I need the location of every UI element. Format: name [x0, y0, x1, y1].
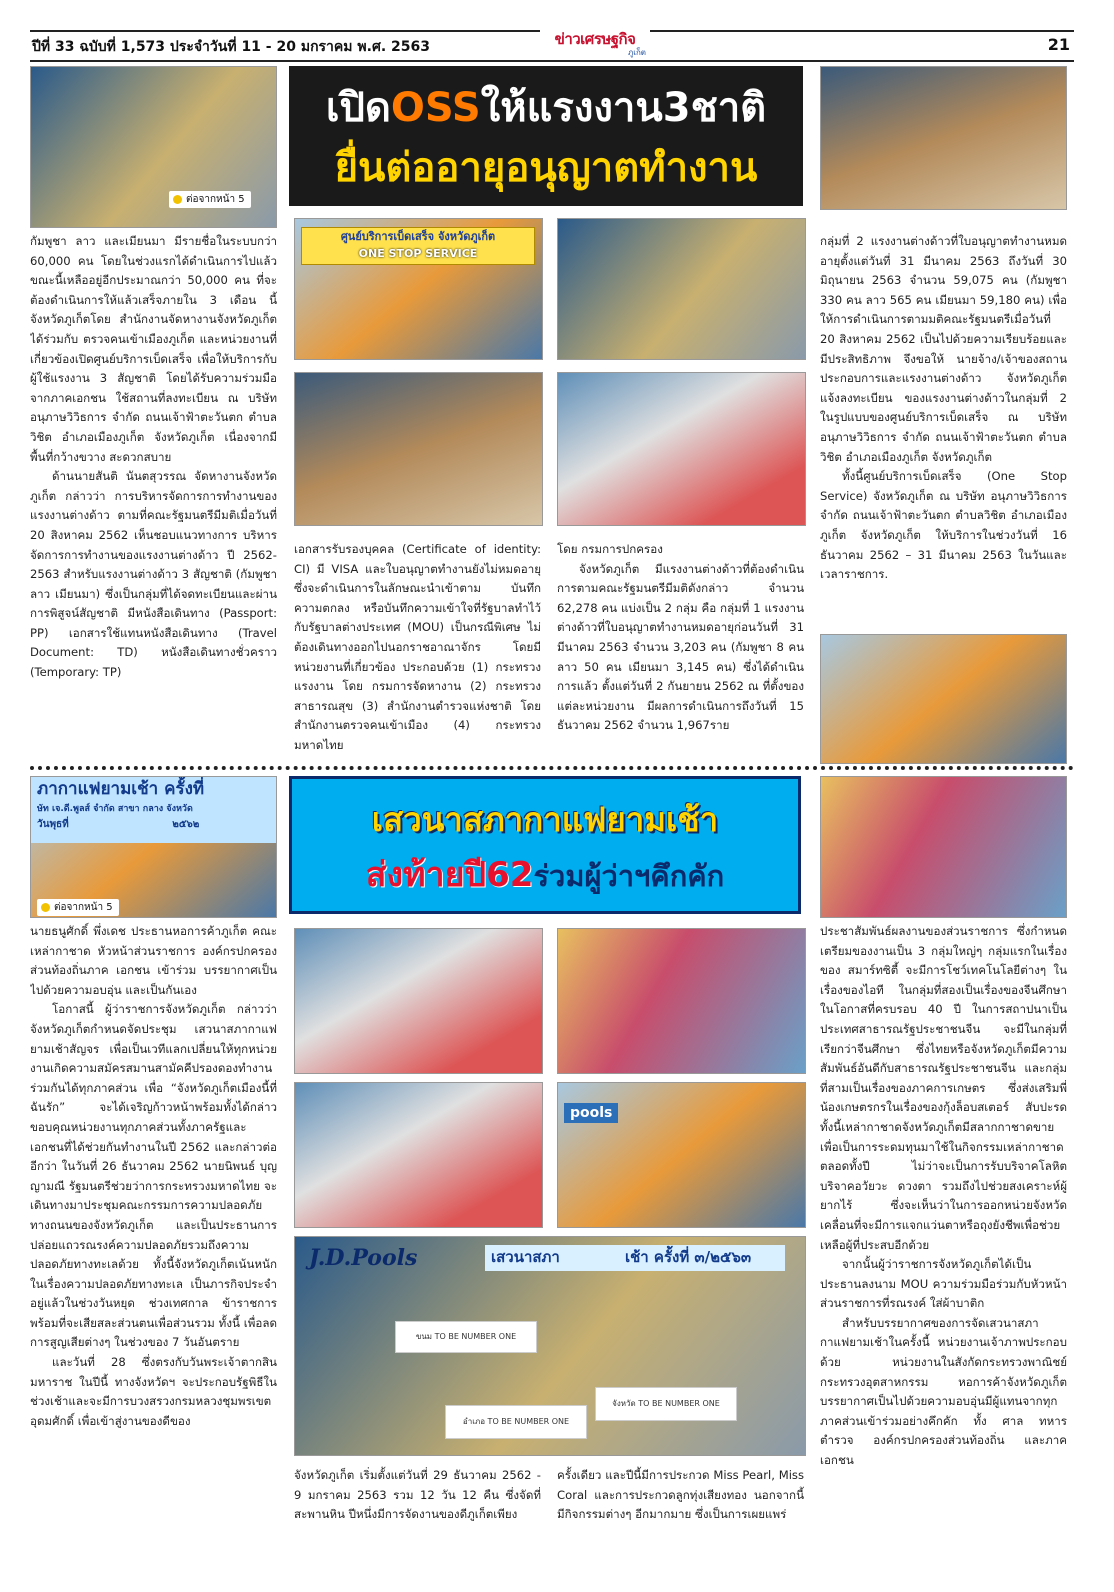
- article1-col4-para: กลุ่มที่ 2 แรงงานต่างด้าวที่ใบอนุญาตทำงานหมดอายุตั้งแต่วันที่ 31 มีนาคม 2563 ถึงวันที่ 30 มิถุนายน 2563 จำนวน 59,075 คน (กัมพูชา 330 คน ลาว 565 คน เมียนมา 59,180 คน) เพื่อให้การดำเนินการตามมติคณะรัฐมนตรีเมื่อวันที่ 20 สิงหาคม 2562 เป็นไปด้วยความเรียบร้อยและมีประสิทธิภาพ จึงขอให้ นายจ้าง/เจ้าของสถานประกอบการและแรงงานต่างด้าว จังหวัดภูเก็ต แจ้งลงทะเบียน ของแรงงานต่างด้าวในกลุ่มที่ 2 ในรูปแบบของศูนย์บริการเบ็ดเสร็จ ณ บริษัท อนุภาษวิวิธการ จำกัด ถนนเจ้าฟ้าตะวันตก ตำบลวิชิต อำเภอเมืองภูเก็ต จังหวัดภูเก็ต: [820, 234, 1067, 464]
- article1-col3-para: โดย กรมการปกครอง: [557, 542, 663, 556]
- article1-col1-para: กัมพูชา ลาว และเมียนมา มีรายชื่อในระบบกว่า 60,000 คน โดยในช่วงแรกได้ดำเนินการไปแล้ว ขณะนี้เหลืออยู่อีกประมาณกว่า 50,000 คน ที่จะต้องดำเนินการให้แล้วเสร็จภายใน 3 เดือน นี้ จังหวัดภูเก็ตโดย สำนักงานจัดหางานจังหวัดภูเก็ต ได้ร่วมกับ ตรวจคนเข้าเมืองภูเก็ต และหน่วยงานที่เกี่ยวข้องเปิดศูนย์บริการเบ็ดเสร็จ เพื่อให้บริการกับผู้ใช้แรงงาน 3 สัญชาติ โดยได้รับความร่วมมือจากภาคเอกชน ใช้สถานที่ลงทะเบียน ณ บริษัท อนุภาษวิวิธการ จำกัด ถนนเจ้าฟ้าตะวันตก ตำบลวิชิต อำเภอเมืองภูเก็ต จังหวัดภูเก็ต เนื่องจากมีพื้นที่กว้างขวาง สะดวกสบาย: [30, 234, 277, 464]
- bullet-dot-icon: [41, 903, 50, 912]
- event-sign-a: เสวนาสภา: [491, 1248, 560, 1266]
- headline-line-2: [292, 851, 798, 905]
- continued-label: ต่อจากหน้า 5: [186, 194, 245, 205]
- logo-text: ข่าวเศรษฐกิจ: [554, 30, 636, 48]
- article2-column-2: [294, 1466, 541, 1564]
- check-board-b: อำเภอ TO BE NUMBER ONE: [445, 1405, 587, 1439]
- headline-line-1: เสวนาสภากาแฟยามเช้า: [371, 800, 719, 839]
- headline-line-2: ยื่นต่ออายุอนุญาตทำงาน: [334, 145, 758, 191]
- article1-column-3: [557, 540, 804, 762]
- photo-officials-ribbon: [30, 66, 277, 228]
- headline-part-oss: OSS: [390, 85, 481, 131]
- cafe-banner: [31, 777, 276, 843]
- photo-speech-microphone: [294, 372, 543, 526]
- cafe-banner-year: ๒๕๖๒: [172, 819, 200, 830]
- headline-part-navy: ร่วมผู้ว่าฯคึกคัก: [533, 859, 725, 893]
- article2-col1-para: และวันที่ 28 ซึ่งตรงกับวันพระเจ้าตากสินมหาราช ในปีนี้ ทางจังหวัดฯ จะประกอบรัฐพิธีในช่วงเช้าและจะมีการบวงสรวงกรมหลวงชุมพรเขตอุดมศักดิ์ เพื่อเข้าสู่งานของดีของ: [30, 1355, 277, 1428]
- article1-col3-para: จังหวัดภูเก็ต มีแรงงานต่างด้าวที่ต้องดำเนินการตามคณะรัฐมนตรีมีมติดังกล่าว จำนวน 62,278 คน แบ่งเป็น 2 กลุ่ม คือ กลุ่มที่ 1 แรงงานต่างด้าวที่ใบอนุญาตทำงานหมดอายุก่อนวันที่ 31 มีนาคม 2563 จำนวน 3,203 คน (กัมพูชา 8 คน ลาว 50 คน เมียนมา 3,145 คน) ซึ่งได้ดำเนินการแล้ว ตั้งแต่วันที่ 2 กันยายน 2562 ณ ที่ตั้งของแต่ละหน่วยงาน มีผลการดำเนินการถึงวันที่ 15 ธันวาคม 2562 จำนวน 1,967ราย: [557, 561, 804, 733]
- logo-sub: ภูเก็ต: [627, 48, 646, 57]
- article2-col1-para: โอกาสนี้ ผู้ว่าราชการจังหวัดภูเก็ต กล่าวว่าจังหวัดภูเก็ตกำหนดจัดประชุม เสวนาสภากาแฟยามเช้าสัญจร เพื่อเป็นเวทีแลกเปลี่ยนให้ทุกหน่วยงานเกิดความสมัครสมานสามัคคีปรองดองทำงานร่วมกันได้ทุกภาคส่วน เพื่อ “จังหวัดภูเก็ตเมืองนี้ที่ฉันรัก” จะได้เจริญก้าวหน้าพร้อมทั้งได้กล่าวขอบคุณหน่วยงานทุกภาคส่วนทั้งภาครัฐและเอกชนที่ได้ช่วยกันทำงานในปี 2562 และกล่าวต่ออีกว่า ในวันที่ 26 ธันวาคม 2562 นายนิพนธ์ บุญญามณี รัฐมนตรีช่วยว่าการกระทรวงมหาดไทย จะ เดินทางมาประชุมคณะกรรมการความปลอดภัยทางถนนของจังหวัดภูเก็ต และเป็นประธานการปล่อยแถวรณรงค์ความปลอดภัยรวมถึงความปลอดภัยทางทะเลด้วย ทั้งนี้จังหวัดภูเก็ตเน้นหนักในเรื่องความปลอดภัยทางทะเล เป็นภารกิจประจำอยู่แล้วในช่วงวันหยุด ช่วงเทศกาล ข้าราชการพร้อมที่จะเสียสละส่วนตนเพื่อส่วนรวม ทั้งนี้ เพื่อลดการสูญเสียต่างๆ ในช่วงของ 7 วันอันตราย: [30, 1002, 277, 1350]
- photo-blue-shirt-team: [557, 1082, 806, 1228]
- article2-col1-para: นายธนูศักดิ์ พึ่งเดช ประธานหอการค้าภูเก็ต คณะเหล่ากาชาด หัวหน้าส่วนราชการ องค์กรปกครองส่วนท้องถิ่นภาค เอกชน เข้าร่วม บรรยากาศเป็นไปด้วยความอบอุ่น และเป็นกันเอง: [30, 924, 277, 997]
- event-sign: [485, 1245, 785, 1271]
- continued-badge: [37, 899, 119, 916]
- headline-part-c: ให้แรงงาน3ชาติ: [480, 85, 767, 131]
- article2-column-4: [820, 922, 1067, 1564]
- headline-line-1: [289, 82, 803, 134]
- article2-col4-para: จากนั้นผู้ว่าราชการจังหวัดภูเก็ตได้เป็นประธานลงนาม MOU ความร่วมมือร่วมกับหัวหน้าส่วนราชการที่รณรงค์ ใส่ผ้าบาติก: [820, 1257, 1067, 1311]
- photo-speaker-cafe: [30, 776, 277, 918]
- cafe-banner-sub2: [31, 817, 276, 833]
- bullet-dot-icon: [173, 195, 182, 204]
- photo-officials-inspection: [820, 634, 1067, 764]
- photo-officials-group: [557, 218, 806, 360]
- article1-col2-para: เอกสารรับรองบุคคล (Certificate of identity: CI) มี VISA และใบอนุญาตทำงานยังไม่หมดอายุ ซึ่งจะดำเนินการในลักษณะนำเข้าตาม บันทึกความตกลง หรือบันทึกความเข้าใจที่รัฐบาลทำไว้กับรัฐบาลต่างประเทศ (MOU) เป็นกรณีพิเศษ ไม่ต้องเดินทางออกไปนอกราชอาณาจักร โดยมีหน่วยงานที่เกี่ยวข้อง ประกอบด้วย (1) กระทรวงแรงงาน โดย กรมการจัดหางาน (2) กระทรวงสาธารณสุข (3) สำนักงานตำรวจแห่งชาติ โดย สำนักงานตรวจคนเข้าเมือง (4) กระทรวงมหาดไทย: [294, 542, 541, 752]
- page-header: [30, 30, 1074, 62]
- photo-santa-hat-group: [294, 1082, 543, 1228]
- article1-col4-para: ทั้งนี้ศูนย์บริการเบ็ดเสร็จ (One Stop Service) จังหวัดภูเก็ต ณ บริษัท อนุภาษวิวิธการ จำกัด ถนนเจ้าฟ้าตะวันตก ตำบลวิชิต อำเภอเมืองภูเก็ต จังหวัดภูเก็ต ให้บริการในช่วงวันที่ 16 ธันวาคม 2562 – 31 มีนาคม 2563 ในวันและเวลาราชการ.: [820, 469, 1067, 582]
- photo-check-recipients-large: [294, 1236, 806, 1456]
- cafe-banner-sub: ษัท เจ.ดี.พูลส์ จำกัด สาขา กลาง จังหวัด: [37, 804, 193, 814]
- photo-oss-building: [294, 218, 543, 360]
- section-divider: [30, 766, 1074, 770]
- jdpools-sign: J.D.Pools: [309, 1245, 418, 1271]
- article1-column-1: [30, 232, 277, 762]
- cafe-banner-day: วันพุธที่: [37, 819, 69, 830]
- photo-audience-seated: [557, 372, 806, 526]
- headline-part-a: เปิด: [325, 85, 391, 131]
- headline-part-red: ส่งท้ายปี62: [365, 855, 534, 895]
- headline-box-cafe: [289, 776, 801, 914]
- cafe-banner-text: ภากาแฟยามเช้า ครั้งที่: [37, 779, 205, 799]
- check-board-c: จังหวัด TO BE NUMBER ONE: [595, 1387, 737, 1421]
- article2-column-3: [557, 1466, 804, 1564]
- continued-badge: [169, 191, 251, 208]
- photo-check-presentation-mascot: [294, 928, 543, 1074]
- article1-column-4: [820, 232, 1067, 628]
- headline-box-oss: [289, 66, 803, 206]
- newspaper-logo: [540, 30, 650, 60]
- issue-line: ปีที่ 33 ฉบับที่ 1,573 ประจำวันที่ 11 - 20 มกราคม พ.ศ. 2563: [32, 39, 430, 55]
- page-number: 21: [1047, 35, 1070, 54]
- oss-banner-text: ศูนย์บริการเบ็ดเสร็จ จังหวัดภูเก็ต: [340, 230, 496, 243]
- article2-col4-para: สำหรับบรรยากาศของการจัดเสวนาสภากาแฟยามเช้าในครั้งนี้ หน่วยงานเจ้าภาพประกอบด้วย หน่วยงานในสังกัดกระทรวงพาณิชย์ กระทรวงอุตสาหกรรม หอการค้าจังหวัดภูเก็ต บรรยากาศเป็นไปด้วยความอบอุ่นมีผู้แทนจากทุกภาคส่วนเข้าร่วมอย่างคึกคัก ทั้ง ศาล ทหาร ตำรวจ องค์กรปกครองส่วนท้องถิ่น และภาคเอกชน: [820, 1315, 1067, 1468]
- event-sign-b: เช้า ครั้งที่ ๓/๒๕๖๓: [624, 1248, 752, 1266]
- article2-col3-para: ครั้งเดียว และปีนี้มีการประกวด Miss Pearl, Miss Coral และการประกวดลูกทุ่งเสียงทอง นอกจากนี้มีกิจกรรมต่างๆ อีกมากมาย ซึ่งเป็นการเผยแพร่: [557, 1468, 804, 1522]
- pools-sign: pools: [564, 1103, 618, 1123]
- oss-banner: [301, 227, 535, 265]
- article1-col1-para: ด้านนายสันติ นันตสุวรรณ จัดหางานจังหวัดภูเก็ต กล่าวว่า การบริหารจัดการการทำงานของแรงงานต่างด้าว ตามที่คณะรัฐมนตรีมีมติเมื่อวันที่ 20 สิงหาคม 2562 เห็นชอบแนวทางการ บริหารจัดการการทำงานของแรงงานต่างด้าว ปี 2562-2563 สำหรับแรงงานต่างด้าว 3 สัญชาติ (กัมพูชา ลาว เมียนมา) ซึ่งเป็นกลุ่มที่ได้จดทะเบียนและผ่านการพิสูจน์สัญชาติ มีหนังสือเดินทาง (Passport: PP) เอกสารใช้แทนหนังสือเดินทาง (Travel Document: TD) หนังสือเดินทางชั่วคราว (Temporary: TP): [30, 469, 277, 680]
- article2-col2-para: จังหวัดภูเก็ต เริ่มตั้งแต่วันที่ 29 ธันวาคม 2562 - 9 มกราคม 2563 รวม 12 วัน 12 คืน ซึ่งจัดที่ สะพานหิน ปีหนึ่งมีการจัดงานของดีภูเก็ตเพียง: [294, 1468, 541, 1522]
- continued-label: ต่อจากหน้า 5: [54, 902, 113, 913]
- oss-banner-sub: ONE STOP SERVICE: [358, 247, 478, 260]
- check-board-a: ขนม TO BE NUMBER ONE: [395, 1321, 537, 1353]
- article1-column-2: [294, 540, 541, 762]
- photo-speaker-podium: [820, 66, 1067, 210]
- article2-column-1: [30, 922, 277, 1564]
- article2-col4-para: ประชาสัมพันธ์ผลงานของส่วนราชการ ซึ่งกำหนดเตรียมของงานเป็น 3 กลุ่มใหญ่ๆ กลุ่มแรกในเรื่องของ สมาร์ทซิตี้ จะมีการโชว์เทคโนโลยีต่างๆ ในเรื่องของไอที ในกลุ่มที่สองเป็นเรื่องของจีนศึกษาในโอกาสที่ครบรอบ 40 ปี ในการสถาปนาเป็นประเทศสาธารณรัฐประชาชนจีน จะมีในกลุ่มที่เรียกว่าจีนศึกษา ซึ่งไทยหรือจังหวัดภูเก็ตมีความสัมพันธ์อันดีกับสาธารณรัฐประชาชนจีน และกลุ่มที่สามเป็นเรื่องของภาคการเกษตร ซึ่งส่งเสริมพี่น้องเกษตรกรในเรื่องของกุ้งล็อบสเตอร์ สับปะรด ทั้งนี้เหล่ากาชาดจังหวัดภูเก็ตมีสลากกาชาดขายเพื่อเป็นการระดมทุนมาใช้ในกิจกรรมเหล่ากาชาดตลอดทั้งปี ไม่ว่าจะเป็นการรับบริจาคโลหิต บริจาคอวัยวะ ดวงตา รวมถึงไปช่วยสงเคราะห์ผู้ยากไร้ ซึ่งจะเห็นว่าในการออกหน่วยจังหวัดเคลื่อนที่จะมีการแจกแว่นตาหรือถุงยังชีพเพื่อช่วยเหลือผู้ที่ประสบอีกด้วย: [820, 924, 1067, 1252]
- photo-traditional-dress-group: [820, 776, 1067, 918]
- photo-group-stage: [557, 928, 806, 1074]
